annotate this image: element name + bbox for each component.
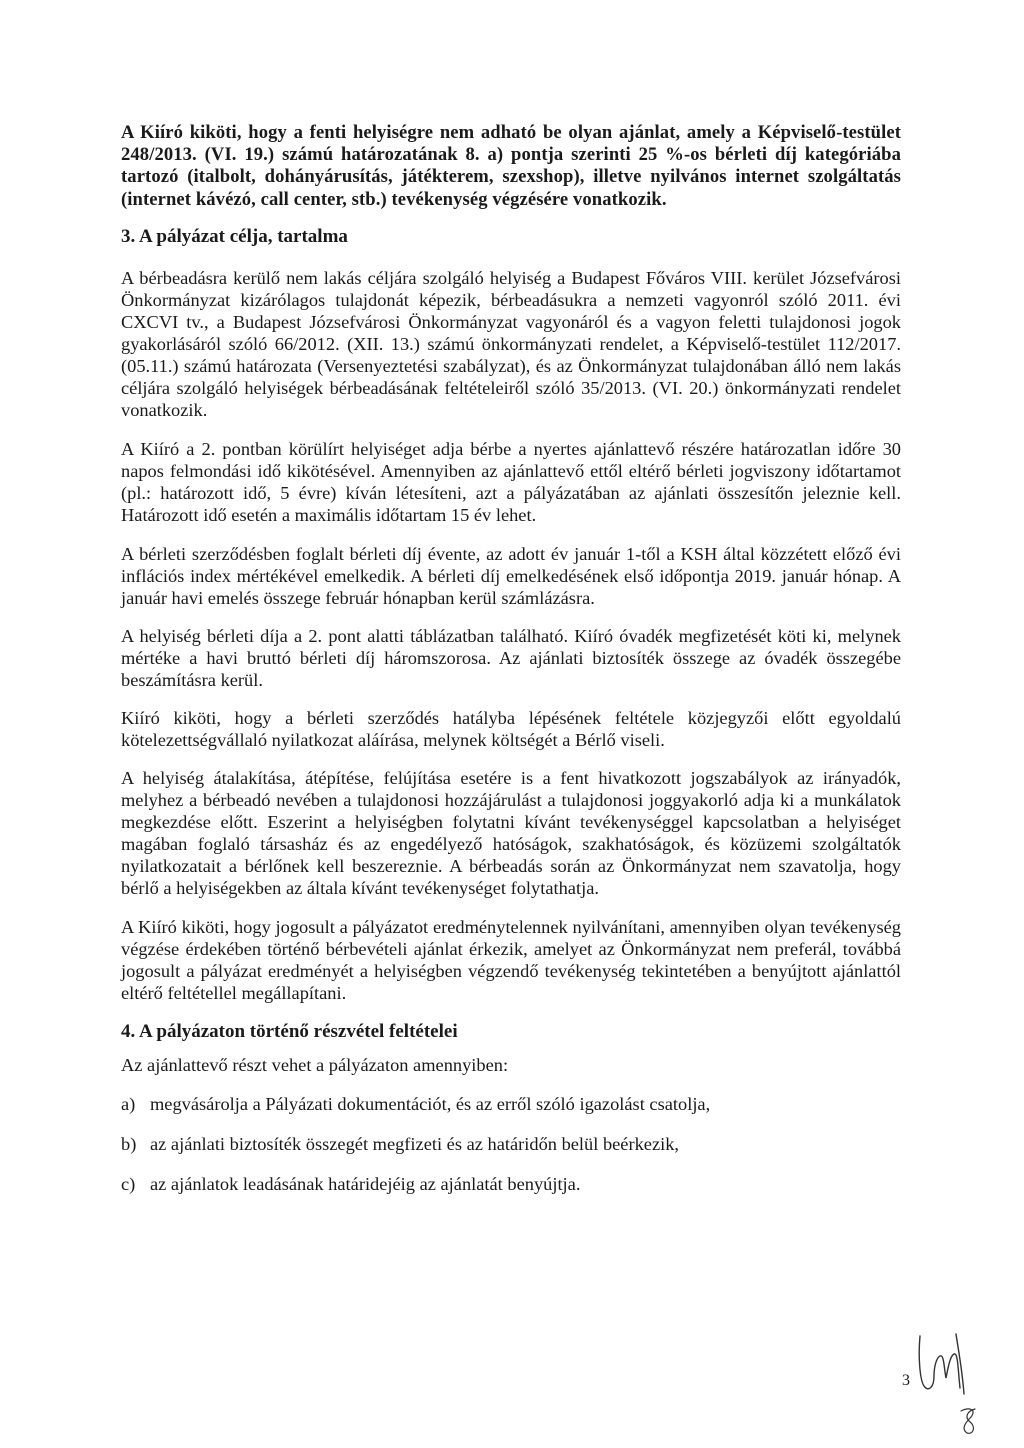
section-3-paragraph: A helyiség bérleti díja a 2. pont alatti táblázatban található. Kiíró óvadék megfizetését köti ki, melynek mértéke a havi bruttó bérleti díj háromszorosa. Az ajánlati biztosíték összege az óvadék összegébe beszámításra kerül. (121, 625, 901, 690)
section-3-paragraph: Kiíró kiköti, hogy a bérleti szerződés hatályba lépésének feltétele közjegyzői előtt egyoldalú kötelezettségvállaló nyilatkozat aláírása, melynek költségét a Bérlő viseli. (121, 707, 901, 750)
section-3-paragraph: A bérleti szerződésben foglalt bérleti díj évente, az adott év január 1-től a KSH által közzétett előző évi inflációs index mértékével emelkedik. A bérleti díj emelkedésének első időpontja 2019. január hónap. A január havi emelés összege február hónapban kerül számlázásra. (121, 543, 901, 608)
section-4-intro: Az ajánlattevő részt vehet a pályázaton amennyiben: (121, 1054, 509, 1075)
list-item (121, 1133, 901, 1155)
list-marker: b) (121, 1133, 137, 1154)
list-item-text: megvásárolja a Pályázati dokumentációt, és az erről szóló igazolást csatolja, (150, 1093, 711, 1114)
list-item (121, 1173, 901, 1195)
intro-paragraph: A Kiíró kiköti, hogy a fenti helyiségre nem adható be olyan ajánlat, amely a Képviselő-testület 248/2013. (VI. 19.) számú határozatának 8. a) pontja szerinti 25 %-os bérleti díj kategóriába tartozó (italbolt, dohányárusítás, játékterem, szexshop), illetve nyilvános internet szolgáltatás (internet kávézó, call center, stb.) tevékenység végzésére vonatkozik. (121, 122, 901, 210)
list-item-text: az ajánlati biztosíték összegét megfizeti és az határidőn belül beérkezik, (150, 1133, 680, 1154)
section-3-paragraph: A Kiíró a 2. pontban körülírt helyiséget adja bérbe a nyertes ajánlattevő részére határozatlan időre 30 napos felmondási idő kikötésével. Amennyiben az ajánlattevő ettől eltérő bérleti jogviszony időtartamot (pl.: határozott idő, 5 évre) kíván létesíteni, azt a pályázatában az ajánlati összesítőn jeleznie kell. Határozott idő esetén a maximális időtartam 15 év lehet. (121, 438, 901, 525)
section-3-heading: 3. A pályázat célja, tartalma (121, 225, 348, 247)
handwritten-signature (912, 1328, 972, 1400)
list-marker: c) (121, 1173, 136, 1194)
section-3-paragraph: A helyiség átalakítása, átépítése, felújítása esetére is a fent hivatkozott jogszabályok az irányadók, melyhez a bérbeadó nevében a tulajdonosi hozzájárulást a tulajdonosi joggyakorló adja ki a munkálatok megkezdése előtt. Eszerint a helyiségben folytatni kívánt tevékenységgel kapcsolatban a helyiséget magában foglaló társasház és az engedélyező hatóságok, szakhatóságok, és közüzemi szolgáltatók nyilatkozatait a bérlőnek kell beszereznie. A bérbeadás során az Önkormányzat nem szavatolja, hogy bérlő a helyiségekben az általa kívánt tevékenységet folytathatja. (121, 767, 901, 898)
list-marker: a) (121, 1093, 136, 1114)
section-4-heading: 4. A pályázaton történő részvétel feltételei (121, 1020, 458, 1042)
list-item (121, 1093, 901, 1115)
handwritten-mark (955, 1405, 985, 1437)
page-number: 3 (902, 1372, 910, 1389)
conditions-list (121, 1093, 901, 1195)
list-item-text: az ajánlatok leadásának határidejéig az ajánlatát benyújtja. (150, 1173, 581, 1194)
section-3-paragraph: A bérbeadásra kerülő nem lakás céljára szolgáló helyiség a Budapest Főváros VIII. kerület Józsefvárosi Önkormányzat kizárólagos tulajdonát képezik, bérbeadásukra a nemzeti vagyonról szóló 2011. évi CXCVI tv., a Budapest Józsefvárosi Önkormányzat vagyonáról és a vagyon feletti tulajdonosi jogok gyakorlásáról szóló 66/2012. (XII. 13.) számú önkormányzati rendelet, a Képviselő-testület 112/2017. (05.11.) számú határozata (Versenyeztetési szabályzat), és az Önkormányzat tulajdonában álló nem lakás céljára szolgáló helyiségek bérbeadásának feltételeiről szóló 35/2013. (VI. 20.) önkormányzati rendelet vonatkozik. (121, 267, 901, 420)
section-3-paragraph: A Kiíró kiköti, hogy jogosult a pályázatot eredménytelennek nyilvánítani, amennyiben olyan tevékenység végzése érdekében történő bérbevételi ajánlat érkezik, amelyet az Önkormányzat nem preferál, továbbá jogosult a pályázat eredményét a helyiségben végzendő tevékenység tekintetében a benyújtott ajánlattól eltérő feltétellel megállapítani. (121, 916, 901, 1003)
document-page (121, 122, 901, 1213)
